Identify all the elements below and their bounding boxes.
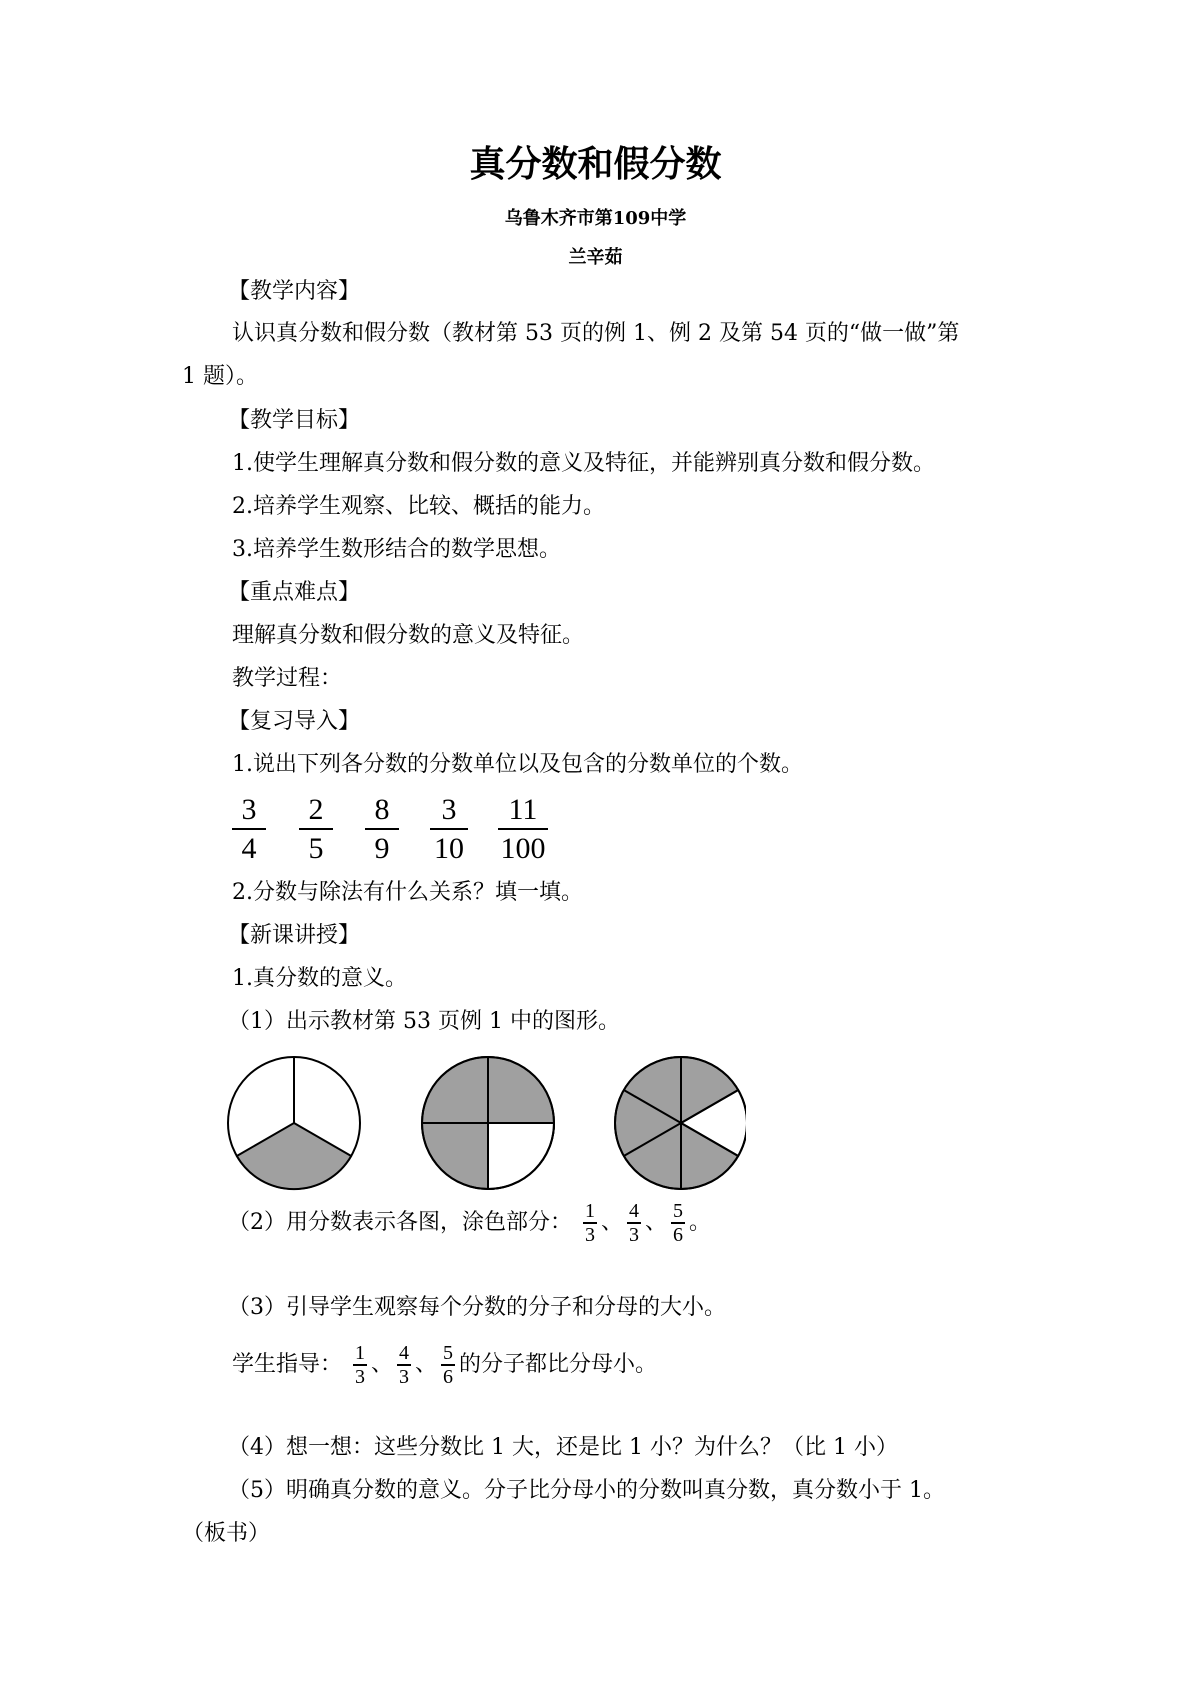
fraction: $\frac{5}{6}$ xyxy=(673,1200,684,1246)
document-title: 真分数和假分数 xyxy=(469,143,722,185)
fraction-circles-figure xyxy=(226,1054,746,1194)
step-3: （3）引导学生观察每个分数的分子和分母的大小。 xyxy=(228,1295,726,1320)
guidance-label: 学生指导： xyxy=(232,1351,343,1377)
step-5-continued: （板书） xyxy=(182,1521,271,1546)
heading-teaching-goals: 【教学目标】 xyxy=(228,408,361,433)
goal-item-3: 3.培养学生数形结合的数学思想。 xyxy=(232,537,561,562)
circle-quarters xyxy=(422,1057,554,1189)
separator: 、 xyxy=(645,1209,668,1235)
step-2 xyxy=(228,1200,711,1246)
goal-item-2: 2.培养学生观察、比较、概括的能力。 xyxy=(232,494,605,519)
fraction: 3 4 xyxy=(232,793,266,866)
fraction: $\frac{4}{3}$ xyxy=(399,1342,410,1388)
review-question-1: 1.说出下列各分数的分数单位以及包含的分数单位的个数。 xyxy=(232,752,803,777)
fraction: $\frac{1}{3}$ xyxy=(355,1342,366,1388)
fraction: 3 10 xyxy=(430,793,468,866)
period: 。 xyxy=(689,1209,712,1235)
goal-item-1: 1.使学生理解真分数和假分数的意义及特征，并能辨别真分数和假分数。 xyxy=(232,451,935,476)
fraction: 11 100 xyxy=(498,793,548,866)
content-line-1: 认识真分数和假分数（教材第 53 页的例 1、例 2 及第 54 页的“做一做”第 xyxy=(232,321,960,346)
school-name: 乌鲁木齐市第109中学 xyxy=(504,208,687,229)
fraction: 2 5 xyxy=(299,793,333,866)
author-name: 兰辛茹 xyxy=(568,247,623,268)
student-guidance xyxy=(232,1342,657,1388)
circle-sixths xyxy=(615,1057,746,1189)
separator: 、 xyxy=(601,1209,624,1235)
fraction: $\frac{1}{3}$ xyxy=(585,1200,595,1246)
review-question-2: 2.分数与除法有什么关系？填一填。 xyxy=(232,880,583,905)
fraction: $\frac{5}{6}$ xyxy=(443,1342,454,1388)
separator: 、 xyxy=(371,1351,394,1377)
content-line-2: 1 题）。 xyxy=(182,364,258,389)
step-2-text: （2）用分数表示各图，涂色部分： xyxy=(228,1209,572,1235)
guidance-text: 的分子都比分母小。 xyxy=(459,1351,658,1377)
heading-key-points: 【重点难点】 xyxy=(228,580,361,605)
heading-new-lesson: 【新课讲授】 xyxy=(228,923,361,948)
new-lesson-item-1: 1.真分数的意义。 xyxy=(232,966,407,991)
step-4: （4）想一想：这些分数比 1 大，还是比 1 小？为什么？（比 1 小） xyxy=(228,1435,898,1460)
step-1: （1）出示教材第 53 页例 1 中的图形。 xyxy=(228,1009,620,1034)
fraction: 8 9 xyxy=(365,793,399,866)
heading-teaching-content: 【教学内容】 xyxy=(228,279,361,304)
circle-thirds xyxy=(228,1057,360,1189)
key-point-text: 理解真分数和假分数的意义及特征。 xyxy=(232,623,585,648)
fraction: $\frac{4}{3}$ xyxy=(629,1200,640,1246)
step-5: （5）明确真分数的意义。分子比分母小的分数叫真分数，真分数小于 1。 xyxy=(228,1478,945,1503)
heading-review: 【复习导入】 xyxy=(228,709,361,734)
teaching-process-label: 教学过程： xyxy=(232,666,343,691)
separator: 、 xyxy=(415,1351,438,1377)
